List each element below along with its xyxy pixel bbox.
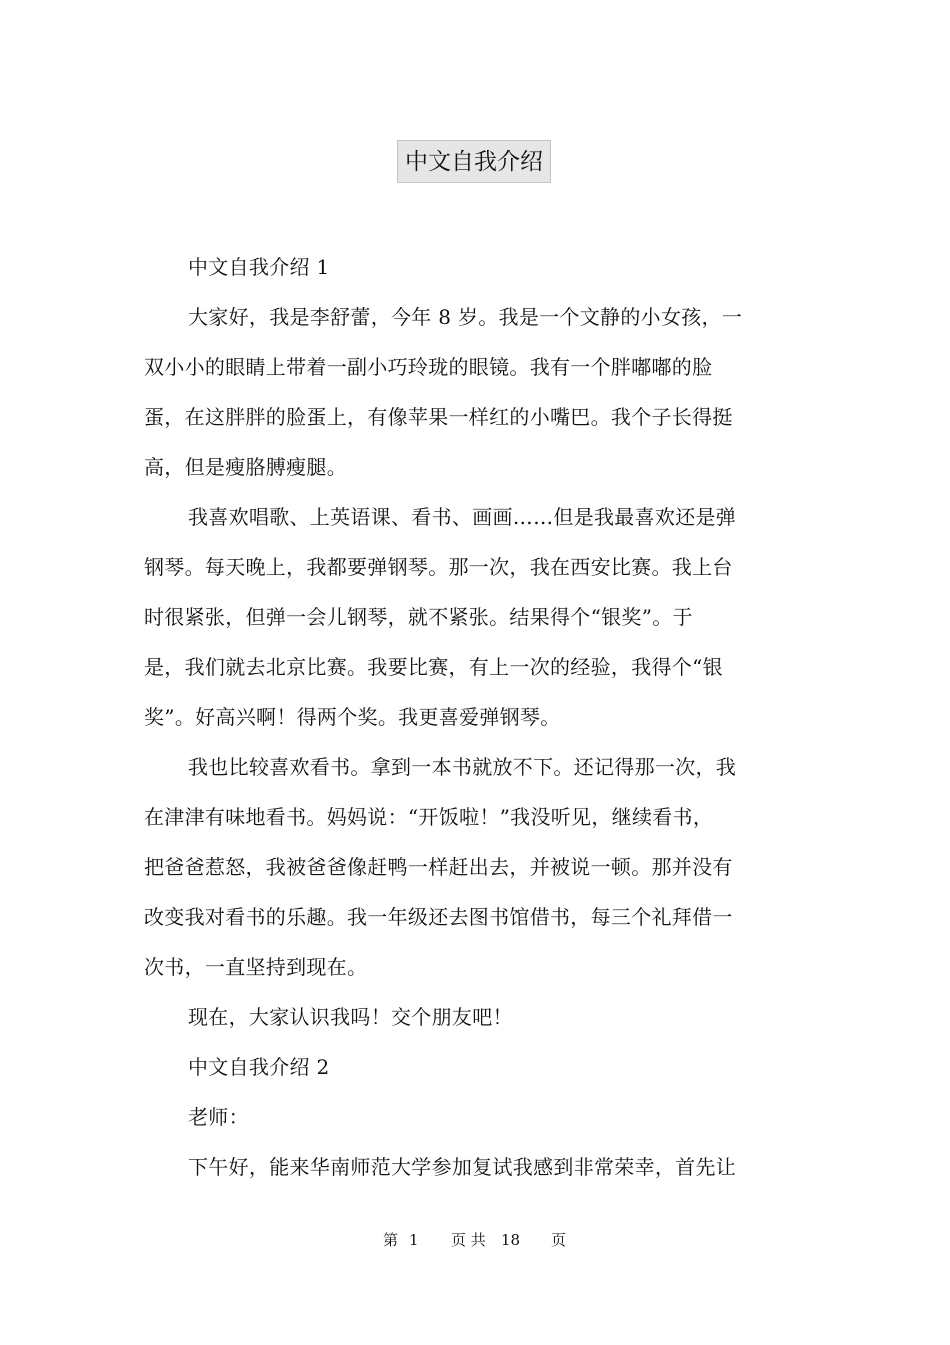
paragraph-line: 时很紧张，但弹一会儿钢琴，就不紧张。结果得个“银奖”。于: [144, 605, 693, 629]
footer-page-middle: 页 共: [451, 1231, 486, 1249]
paragraph-line: 下午好，能来华南师范大学参加复试我感到非常荣幸，首先让: [188, 1155, 737, 1179]
section-heading-1: 中文自我介绍 1: [188, 255, 330, 279]
section-heading-2: 中文自我介绍 2: [188, 1055, 330, 1079]
paragraph-line: 是，我们就去北京比赛。我要比赛，有上一次的经验，我得个“银: [144, 655, 723, 679]
paragraph-line: 蛋，在这胖胖的脸蛋上，有像苹果一样红的小嘴巴。我个子长得挺: [144, 405, 733, 429]
paragraph-line: 我喜欢唱歌、上英语课、看书、画画……但是我最喜欢还是弹: [188, 505, 737, 529]
paragraph-line: 奖”。好高兴啊！得两个奖。我更喜爱弹钢琴。: [144, 705, 561, 729]
paragraph-line: 现在，大家认识我吗！交个朋友吧！: [188, 1005, 513, 1029]
footer-page-prefix: 第: [383, 1231, 399, 1249]
footer-page-suffix: 页: [551, 1231, 567, 1249]
paragraph-line: 大家好，我是李舒蕾，今年 8 岁。我是一个文静的小女孩，一: [188, 305, 743, 329]
footer-total-pages: 18: [501, 1231, 521, 1249]
document-title: 中文自我介绍: [397, 140, 551, 183]
paragraph-line: 把爸爸惹怒，我被爸爸像赶鸭一样赶出去，并被说一顿。那并没有: [144, 855, 733, 879]
paragraph-line: 双小小的眼睛上带着一副小巧玲珑的眼镜。我有一个胖嘟嘟的脸: [144, 355, 713, 379]
paragraph-line: 钢琴。每天晚上，我都要弹钢琴。那一次，我在西安比赛。我上台: [144, 555, 733, 579]
paragraph-line: 老师：: [188, 1105, 249, 1129]
paragraph-line: 改变我对看书的乐趣。我一年级还去图书馆借书，每三个礼拜借一: [144, 905, 733, 929]
paragraph-line: 次书，一直坚持到现在。: [144, 955, 368, 979]
paragraph-line: 在津津有味地看书。妈妈说：“开饭啦！”我没听见，继续看书，: [144, 805, 714, 829]
footer-page-number: 1: [409, 1231, 419, 1249]
paragraph-line: 我也比较喜欢看书。拿到一本书就放不下。还记得那一次，我: [188, 755, 737, 779]
paragraph-line: 高，但是瘦胳膊瘦腿。: [144, 455, 347, 479]
